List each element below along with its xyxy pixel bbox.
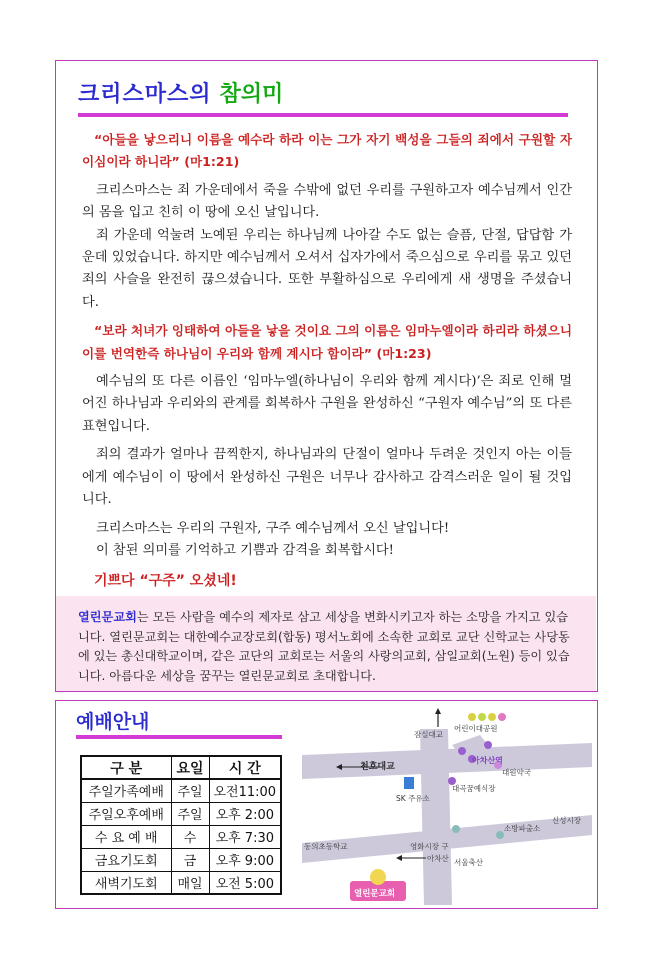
bible-quote-2: “보라 처녀가 잉태하여 아들을 낳을 것이요 그의 이름은 임마누엘이라 하리라 하셨으니 이를 번역한즉 하나님이 우리와 함께 계시다 함이라” (마1:23)	[82, 323, 572, 361]
paragraph-1: 크리스마스는 죄 가운데에서 죽을 수밖에 없던 우리를 구원하고자 예수님께서 인간의 몸을 입고 친히 이 땅에 오신 날입니다.	[82, 182, 572, 221]
service-time: 오전11:00	[209, 779, 281, 802]
worship-title-underline	[76, 735, 282, 739]
map-label-park: 어린이대공원	[454, 724, 498, 733]
article-panel	[55, 60, 598, 692]
article-title-main: 크리스마스의	[78, 82, 212, 107]
table-row	[81, 871, 281, 894]
church-description: 는 모든 사람을 예수의 제자로 삼고 세상을 변화시키고자 하는 소망을 가지고 있습니다. 열린문교회는 대한예수교장로회(합동) 평서노회에 소속한 교회로 교단 신학교는 사당동에 있는 총신대학교이며, 같은 교단의 교회로는 서울의 사랑의교회, 삼일교회(노원) 등이 있습니다. 아름다운 세상을 꿈꾸는 열린문교회로 초대합니다.	[78, 610, 570, 683]
map-label-achasan-station: 아차산역	[472, 756, 503, 765]
service-day: 수	[171, 825, 209, 848]
map-label-cheonho: 천호대교	[360, 762, 395, 772]
service-time: 오후 7:30	[209, 825, 281, 848]
worship-panel	[55, 700, 598, 909]
paragraph-5: 크리스마스는 우리의 구원자, 구주 예수님께서 오신 날입니다!	[96, 520, 450, 536]
service-name: 수 요 예 배	[81, 825, 171, 848]
service-time: 오후 2:00	[209, 802, 281, 825]
service-day: 주일	[171, 802, 209, 825]
worship-schedule-table	[80, 755, 282, 895]
service-day: 매일	[171, 871, 209, 894]
table-row	[81, 779, 281, 802]
table-row	[81, 825, 281, 848]
paragraph-2: 죄 가운데 억눌려 노예된 우리는 하나님께 나아갈 수도 없는 슬픔, 단절, 답답함 가운데 있었습니다. 하지만 예수님께서 오셔서 십자가에서 죽으심으로 우리를 묶고 있던 죄의 사슬을 완전히 끊으셨습니다. 또한 부활하심으로 우리에게 새 생명을 주셨습니다.	[82, 227, 572, 310]
service-time: 오전 5:00	[209, 871, 281, 894]
table-row	[81, 848, 281, 871]
church-info-box	[56, 596, 596, 691]
service-name: 주일가족예배	[81, 779, 171, 802]
map-label-jamsil: 잠실대교	[414, 730, 443, 739]
service-day: 주일	[171, 779, 209, 802]
map-label-church: 열린문교회	[354, 889, 396, 899]
service-name: 주일오후예배	[81, 802, 171, 825]
worship-title: 예배안내	[76, 711, 150, 733]
map-label-seoulsobang: 서울축산	[454, 858, 483, 867]
paragraph-3: 예수님의 또 다른 이름인 ‘임마누엘(하나님이 우리와 함께 계시다)’은 죄로 인해 멀어진 하나님과 우리와의 관계를 회복하사 구원을 완성하신 “구원자 예수님”의 또 다른 표현입니다.	[82, 374, 572, 434]
map-label-daegok: 대곡꿈예식장	[452, 784, 496, 793]
title-underline	[78, 113, 568, 117]
table-row	[81, 802, 281, 825]
map-label-ichasan: 아차산	[427, 854, 449, 863]
map-label-yeonhwa: 영화시장 구	[410, 842, 449, 851]
map-label-daewon-pharmacy: 대원약국	[502, 768, 531, 777]
station-marker-icon	[458, 747, 466, 755]
map-roads	[302, 705, 592, 905]
church-location-map	[302, 705, 592, 905]
table-header-row	[81, 756, 281, 779]
header-category: 구 분	[81, 756, 171, 779]
map-label-sinseong: 신성시장	[552, 816, 581, 825]
paragraph-4: 죄의 결과가 얼마나 끔찍한지, 하나님과의 단절이 얼마나 두려운 것인지 아는 이들에게 예수님이 이 땅에서 완성하신 구원은 너무나 감사하고 감격스러운 일이 될 것입니다.	[82, 447, 572, 508]
closing-line: 기쁘다 “구주” 오셨네!	[94, 573, 237, 590]
west-arrow-icon-2	[396, 855, 402, 861]
north-arrow-icon	[435, 708, 441, 714]
service-name: 새벽기도회	[81, 871, 171, 894]
map-label-dongui: 동의초등학교	[304, 842, 348, 851]
map-label-sopark: 소방파출소	[504, 824, 541, 833]
gas-station-icon	[404, 777, 414, 789]
service-time: 오후 9:00	[209, 848, 281, 871]
article-title-accent: 참의미	[219, 82, 284, 107]
article-body	[82, 129, 572, 593]
article-title	[78, 77, 283, 117]
map-label-sk: SK 주유소	[396, 794, 430, 803]
header-time: 시 간	[209, 756, 281, 779]
header-day: 요일	[171, 756, 209, 779]
service-day: 금	[171, 848, 209, 871]
church-name: 열린문교회	[78, 610, 137, 624]
paragraph-6: 이 참된 의미를 기억하고 기쁨과 감격을 회복합시다!	[96, 542, 394, 558]
service-name: 금요기도회	[81, 848, 171, 871]
bible-quote-1: “아들을 낳으리니 이름을 예수라 하라 이는 그가 자기 백성을 그들의 죄에서 구원할 자이심이라 하니라” (마1:21)	[82, 132, 572, 170]
